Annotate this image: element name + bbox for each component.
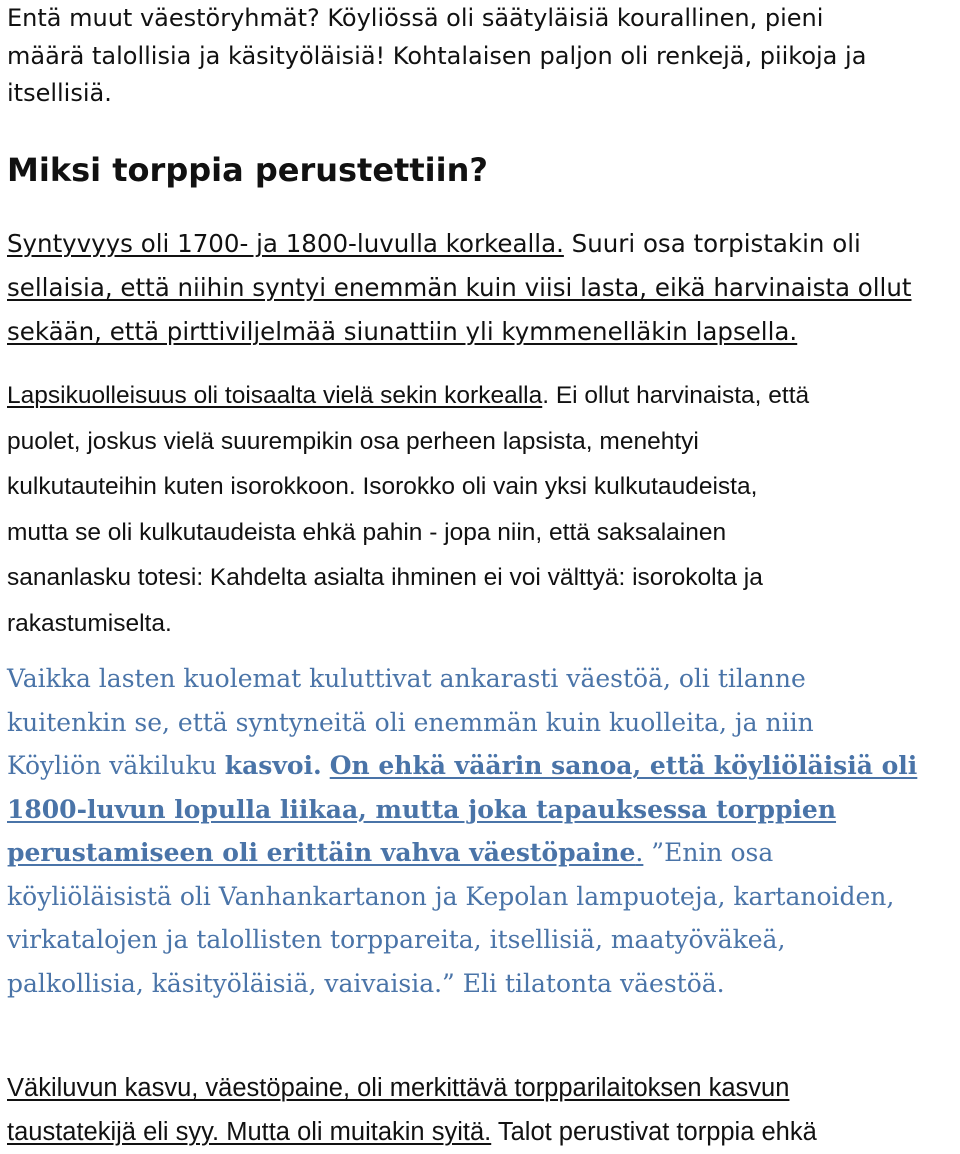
mortality-paragraph: [7, 373, 809, 647]
birth-rate-line-1-rest: Suuri osa torpistakin oli: [563, 229, 861, 258]
mortality-underlined: Lapsikuolleisuus oli toisaalta vielä sekin korkealla: [7, 382, 543, 409]
section-heading: Miksi torppia perustettiin?: [7, 151, 488, 189]
population-claim-2: 1800-luvun lopulla liikaa, mutta joka tapauksessa torppien: [7, 794, 837, 824]
population-line-2: kuitenkin se, että syntyneitä oli enemmän kuin kuolleita, ja niin: [7, 707, 814, 737]
population-line-8: palkollisia, käsityöläisiä, vaivaisia.” Eli tilatonta väestöä.: [7, 968, 725, 998]
intro-line-2: määrä talollisia ja käsityöläisiä! Kohtalaisen paljon oli renkejä, piikoja ja: [7, 41, 867, 70]
population-space: [322, 751, 330, 780]
intro-paragraph: [7, 0, 957, 113]
population-line-3-plain: Köyliön väkiluku: [7, 751, 225, 780]
population-grew: kasvoi.: [224, 751, 322, 780]
birth-rate-line-2: sellaisia, että niihin syntyi enemmän kuin viisi lasta, eikä harvinaista ollut: [7, 273, 912, 302]
population-line-1: Vaikka lasten kuolemat kuluttivat ankarasti väestöä, oli tilanne: [7, 664, 806, 693]
population-line-6: köyliöläisistä oli Vanhankartanon ja Kepolan lampuoteja, kartanoiden,: [7, 881, 895, 911]
birth-rate-underlined: Syntyvyys oli 1700- ja 1800-luvulla korkealla.: [7, 229, 564, 258]
birth-rate-line-3: sekään, että pirttiviljelmää siunattiin yli kymmenelläkin lapsella.: [7, 317, 798, 346]
document-page: [7, 0, 957, 1146]
mortality-line-3: kulkutauteihin kuten isorokkoon. Isorokko oli vain yksi kulkutaudeista,: [7, 473, 758, 501]
intro-line-3: itsellisiä.: [7, 79, 112, 107]
population-claim-dot: .: [635, 838, 644, 867]
mortality-line-5: sananlasku totesi: Kahdelta asialta ihminen ei voi välttyä: isorokolta ja: [7, 564, 763, 592]
conclusion-line-2-underlined: taustatekijä eli syy. Mutta oli muitakin syitä.: [7, 1118, 492, 1146]
conclusion-line-1: Väkiluvun kasvu, väestöpaine, oli merkittävä torpparilaitoksen kasvun: [7, 1074, 790, 1102]
population-claim-1: On ehkä väärin sanoa, että köyliöläisiä oli: [329, 751, 918, 780]
mortality-line-2: puolet, joskus vielä suurempikin osa perheen lapsista, menehtyi: [7, 427, 699, 455]
mortality-line-4: mutta se oli kulkutaudeista ehkä pahin - jopa niin, että saksalainen: [7, 518, 727, 546]
population-claim-3: perustamiseen oli erittäin vahva väestöpaine: [7, 838, 636, 867]
mortality-line-1-rest: . Ei ollut harvinaista, että: [542, 382, 810, 409]
intro-line-1: Entä muut väestöryhmät? Köyliössä oli säätyläisiä kourallinen, pieni: [7, 4, 824, 32]
mortality-line-6: rakastumiselta.: [7, 609, 172, 637]
population-line-7: virkatalojen ja talollisten torppareita, itsellisiä, maatyöväkeä,: [7, 925, 786, 954]
conclusion-paragraph: [7, 1066, 817, 1154]
birth-rate-paragraph: [7, 222, 912, 354]
conclusion-line-2-rest: Talot perustivat torppia ehkä: [491, 1118, 817, 1146]
population-paragraph: [7, 657, 917, 1005]
population-quote-start: ”Enin osa: [643, 838, 774, 867]
